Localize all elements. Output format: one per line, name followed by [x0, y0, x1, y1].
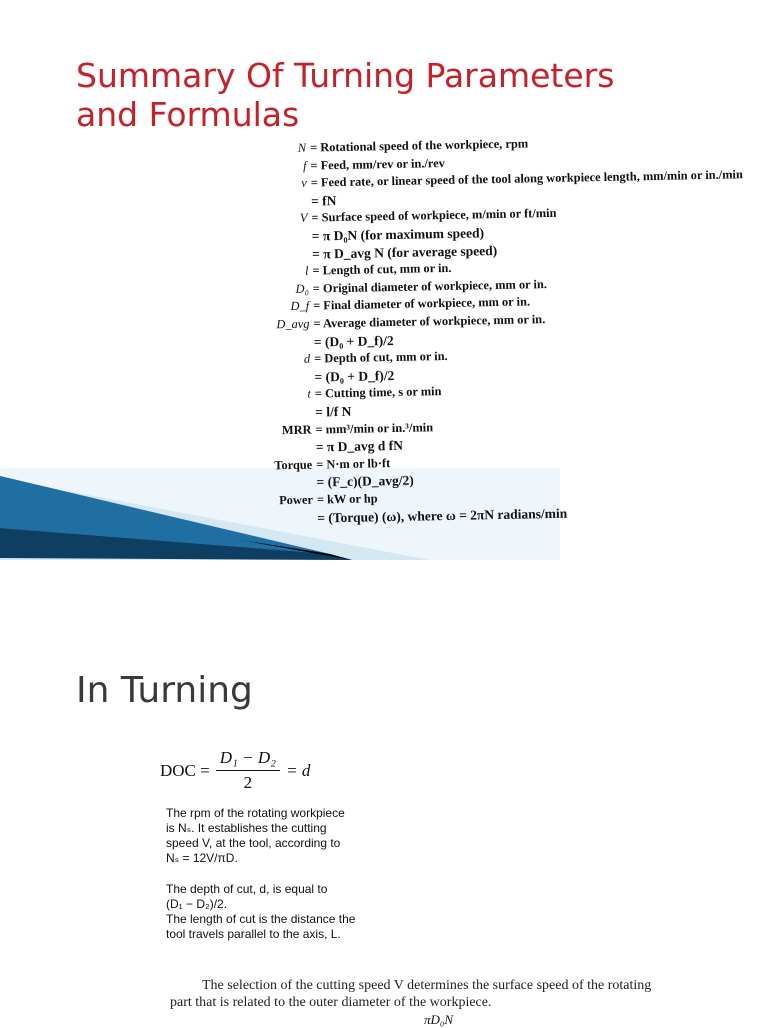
- footer-paragraph-line2: part that is related to the outer diameter of the workpiece.: [170, 995, 492, 1010]
- note-line: The rpm of the rotating workpiece: [166, 806, 345, 820]
- formula-row: [240, 333, 394, 353]
- formula-definition: = π D₀N (for maximum speed): [311, 225, 485, 244]
- doc-fraction: [216, 748, 280, 793]
- formula-definition: = π D_avg d fN: [315, 438, 404, 455]
- formula-definition: = Cutting time, s or min: [314, 384, 442, 401]
- note-line: speed V, at the tool, according to: [166, 836, 341, 850]
- formula-symbol: [243, 487, 317, 488]
- formula-definition: = (D₀ + D_f)/2: [313, 332, 394, 350]
- doc-equation-lhs: DOC =: [160, 760, 210, 780]
- note-line: The length of cut is the distance the: [166, 912, 356, 926]
- footer-paragraph-line1: The selection of the cutting speed V determines the surface speed of the rotating: [202, 978, 652, 993]
- note-rpm: [166, 806, 376, 866]
- note-line: Nₛ = 12V/πD.: [166, 851, 238, 865]
- formula-symbol: V: [299, 211, 308, 226]
- formula-symbol: Torque: [274, 457, 313, 473]
- formula-definition: = Original diameter of workpiece, mm or in.: [312, 276, 547, 296]
- formula-symbol: [241, 381, 315, 382]
- formula-symbol: N: [297, 140, 307, 155]
- formula-symbol: [242, 452, 316, 453]
- formula-symbol: MRR: [281, 422, 312, 437]
- slide-title-line1: Summary Of Turning Parameters: [76, 56, 615, 95]
- note-line: (D₁ − D₂)/2.: [166, 897, 228, 911]
- formula-definition: = (D₀ + D_f)/2: [314, 367, 395, 385]
- note-line: The depth of cut, d, is equal to: [166, 882, 328, 896]
- formula-row: [240, 368, 394, 388]
- section-title: In Turning: [76, 670, 253, 711]
- formula-definition: = Surface speed of workpiece, m/min or ft/min: [311, 206, 557, 225]
- formula-definition: = π D_avg N (for average speed): [312, 242, 498, 262]
- formula-symbol: [243, 522, 317, 523]
- formula-definition: = l/f N: [315, 403, 352, 420]
- slide-title: [76, 56, 676, 134]
- formula-definition: = Final diameter of workpiece, mm or in.: [313, 294, 531, 313]
- doc-fraction-denominator: 2: [243, 773, 253, 792]
- formula-symbol: D₀: [295, 281, 309, 296]
- formula-definition: = fN: [310, 192, 337, 209]
- doc-equation-rhs: = d: [286, 760, 311, 780]
- formula-table: [236, 132, 743, 532]
- note-line: tool travels parallel to the axis, L.: [166, 927, 341, 941]
- formula-definition: = Length of cut, mm or in.: [312, 261, 452, 278]
- note-line: is Nₛ. It establishes the cutting: [166, 821, 327, 835]
- formula-definition: = Depth of cut, mm or in.: [314, 349, 448, 366]
- formula-symbol: [237, 205, 311, 206]
- formula-symbol: Power: [279, 492, 314, 508]
- formula-definition: = mm³/min or in.³/min: [315, 419, 434, 437]
- formula-definition: = Average diameter of workpiece, mm or in.: [313, 312, 546, 331]
- formula-row: [240, 349, 448, 370]
- formula-row: [238, 243, 497, 265]
- formula-row: [237, 193, 337, 212]
- formula-row: [242, 456, 390, 476]
- formula-row: [241, 384, 442, 405]
- formula-row: [243, 491, 378, 511]
- cut-formula: πD₀N: [424, 1012, 454, 1027]
- formula-symbol: D_avg: [276, 316, 310, 332]
- slide-title-line2: and Formulas: [76, 95, 300, 134]
- formula-symbol: t: [307, 387, 311, 402]
- formula-symbol: l: [304, 263, 309, 278]
- formula-definition: = (Torque) (ω), where ω = 2πN radians/min: [317, 505, 568, 526]
- formula-symbol: [240, 346, 314, 347]
- formula-definition: = Feed rate, or linear speed of the tool along workpiece length, mm/min or in./min: [310, 167, 743, 190]
- formula-symbol: [238, 241, 312, 242]
- formula-symbol: d: [303, 351, 311, 366]
- formula-symbol: f: [302, 158, 307, 173]
- doc-fraction-numerator: D₁ − D₂: [216, 748, 280, 771]
- note-depth-of-cut: [166, 882, 376, 942]
- formula-definition: = kW or hp: [316, 491, 378, 507]
- formula-definition: = Feed, mm/rev or in./rev: [310, 155, 445, 173]
- formula-definition: = (F_c)(D_avg/2): [316, 473, 414, 490]
- formula-symbol: D_f: [290, 299, 310, 314]
- formula-symbol: [238, 258, 312, 259]
- formula-row: [241, 420, 433, 441]
- doc-equation: [160, 748, 310, 793]
- formula-definition: = Rotational speed of the workpiece, rpm: [309, 136, 529, 155]
- formula-row: [241, 404, 352, 423]
- formula-row: [242, 473, 414, 493]
- formula-row: [236, 136, 528, 159]
- footer-paragraph: [170, 977, 730, 1011]
- formula-symbol: v: [301, 175, 307, 190]
- formula-definition: = N·m or lb·ft: [316, 455, 391, 472]
- formula-symbol: [241, 417, 315, 418]
